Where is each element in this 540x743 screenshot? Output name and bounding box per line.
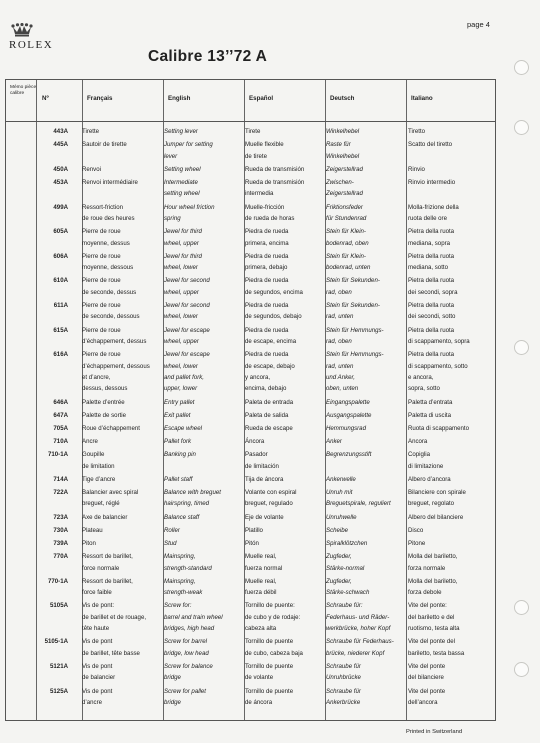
cell-fr: Pierre de roue d’échappement, dessous et d’ancre, dessus, dessous [82,351,150,393]
table-row [6,423,495,436]
cell-en: Mainspring, strength-standard [164,553,212,572]
cell-de: Scheibe [326,526,349,534]
cell-en: Mainspring, strength-weak [164,577,203,597]
table-row [6,436,495,449]
cell-no: 615A [53,326,68,334]
cell-it: Molla-frizione della ruota delle ore [408,203,459,222]
cell-en: Jewel for escape wheel, lower and pallet fork, upper, lower [164,351,210,393]
cell-en: Screw for barrel bridge, low head [164,638,209,657]
cell-it: Vite del ponte dell’ancora [408,687,446,706]
crown-logo-icon [10,23,34,37]
table-row [6,636,495,661]
cell-de: Unruhwelle [326,513,357,521]
cell-no: 5121A [50,662,68,670]
cell-de: Stein für Hemmungs- rad, oben [326,326,384,345]
cell-it: Vite del ponte del bariletto, testa bassa [408,638,465,657]
cell-no: 770-1A [48,577,68,585]
cell-it: Vite del ponte: del bariletto e del ruotismo, testa alta [408,602,460,633]
cell-it: Ruota di scappamento [408,424,469,432]
cell-en: Jewel for escape wheel, upper [164,326,210,345]
cell-es: Pasador de limitación [245,451,279,470]
cell-no: 730A [53,526,68,534]
table-row [6,164,495,177]
cell-de: Schraube für Unruhbrücke [326,662,361,682]
cell-es: Piedra de rueda primera, encima [245,228,289,247]
cell-en: Balance staff [164,513,200,521]
cell-fr: Tirette [82,128,100,135]
cell-de: Zwischen- Zeigerstellrad [326,178,363,198]
cell-it: Molla del bariletto, forza normale [408,553,458,572]
cell-fr: Pierre de roue d’échappement, dessus [82,326,147,345]
cell-es: Tija de áncora [245,475,284,483]
cell-no: 450A [53,165,68,173]
cell-no: 443A [53,128,68,135]
cell-de: Eingangspalette [326,398,370,406]
cell-fr: Palette de sortie [82,411,127,419]
cell-fr: Balancier avec spiral breguet, réglé [82,489,139,508]
cell-en: Entry pallet [164,398,195,406]
table-row [6,349,495,396]
cell-es: Volante con espiral breguet, regulado [245,489,297,508]
cell-de: Stein für Sekunden- rad, oben [326,277,380,296]
header-french: Français [87,95,113,102]
cell-fr: Ancre [82,438,98,446]
cell-no: 606A [53,252,68,260]
cell-no: 611A [53,301,68,309]
cell-es: Rueda de escape [245,424,293,432]
cell-de: Zugfeder, Stärke-schwach [326,577,370,597]
cell-it: Pietra della ruota dei secondi, sotto [408,301,456,321]
cell-fr: Pierre de roue de seconde, dessus [82,277,137,296]
table-row [6,410,495,423]
cell-it: Rinvio intermedio [408,178,456,186]
cell-de: Stein für Klein- bodenrad, unten [326,252,371,272]
table-row [6,226,495,251]
cell-it: Pietra della ruota di scappamento, sopra [408,326,470,345]
table-row [6,600,495,636]
header-italian: Italiano [411,95,433,102]
cell-de: Winkelhebel [326,128,360,135]
cell-fr: Vis de pont de balancier [82,662,116,682]
cell-it: Rinvio [408,165,425,173]
cell-no: 705A [53,424,68,432]
table-row [6,139,495,164]
cell-es: Tornillo de puente de volante [245,662,294,682]
cell-it: Pietra della ruota di scappamento, sotto e ancora, sopra, sotto [408,351,468,393]
table-row [6,525,495,538]
cell-fr: Tige d’ancre [82,475,116,483]
footer-note: Printed in Switzerland [406,729,463,735]
cell-es: Tornillo de puente de cubo, cabeza baja [245,638,303,657]
cell-en: Escape wheel [164,424,202,432]
header-memo: Mémo pièce calibre [10,85,37,96]
cell-es: Platillo [245,526,263,534]
cell-de: Stein für Klein- bodenrad, oben [326,228,369,247]
cell-no: 710-1A [48,451,68,459]
cell-es: Muelle real, fuerza normal [245,553,283,572]
cell-no: 646A [53,398,68,406]
cell-es: Rueda de transmisión [245,165,305,173]
table-row [6,661,495,686]
cell-es: Pitón [245,540,259,548]
table-row [6,551,495,576]
cell-fr: Ressort-friction de roue des heures [82,203,135,222]
header-german: Deutsch [330,95,355,102]
cell-no: 5125A [50,687,68,695]
cell-no: 616A [53,351,68,359]
cell-es: Piedra de rueda de segundos, encima [245,277,303,296]
cell-fr: Ressort de barillet, force faible [82,577,133,597]
cell-it: Bilanciere con spirale breguet, regolato [408,489,466,508]
cell-en: Intermediate setting wheel [164,178,200,198]
cell-fr: Pierre de roue moyenne, dessous [82,252,134,272]
cell-en: Hour wheel friction spring [164,203,215,222]
cell-de: Schraube für Federhaus- brücke, niederer Kopf [326,638,394,657]
cell-fr: Vis de pont: de barillet et de rouage, tête haute [82,602,147,633]
cell-de: Hemmungsrad [326,424,366,432]
cell-it: Pietra della ruota mediana, sotto [408,252,455,272]
table-row [6,275,495,300]
cell-it: Paletta d’entrata [408,398,453,406]
cell-it: Vite del ponte del bilanciere [408,662,446,682]
cell-en: Jewel for second wheel, lower [164,301,210,321]
cell-en: Jewel for third wheel, upper [164,228,202,247]
cell-it: Molla del bariletto, forza debole [408,577,458,597]
table-row [6,512,495,525]
cell-fr: Axe de balancier [82,513,128,521]
cell-no: 714A [53,475,68,483]
table-row [6,300,495,325]
cell-de: Spiralklötzchen [326,540,368,548]
cell-en: Stud [164,540,177,548]
cell-fr: Pierre de roue moyenne, dessus [82,228,130,247]
cell-fr: Renvoi intermédiaire [82,178,138,186]
cell-no: 453A [53,178,68,186]
cell-en: Balance with breguet hairspring, timed [164,489,221,508]
cell-fr: Ressort de barillet, force normale [82,553,133,572]
header-english: English [168,95,191,102]
cell-es: Tornillo de puente de áncora [245,687,294,706]
cell-de: Unruh mit Breguetspirale, reguliert [326,489,391,508]
cell-de: Zeigerstellrad [326,165,363,173]
cell-en: Setting wheel [164,165,201,173]
cell-de: Friktionsfeder für Stundenrad [326,203,367,222]
cell-it: Ancora [408,438,428,446]
cell-es: Piedra de rueda primera, debajo [245,252,289,272]
cell-it: Scatto del tiretto [408,141,453,149]
cell-no: 710A [53,438,68,446]
table-row [6,576,495,601]
cell-de: Ausgangspalette [326,411,372,419]
cell-fr: Vis de pont de barillet, tête basse [82,638,140,657]
cell-fr: Palette d’entrée [82,398,125,406]
cell-no: 647A [53,411,68,419]
cell-es: Áncora [245,438,265,446]
cell-en: Jumper for setting lever [164,141,213,160]
cell-it: Albero del bilanciere [408,513,464,521]
table-row [6,325,495,350]
table-row [6,449,495,474]
cell-en: Setting lever [164,128,198,135]
cell-it: Pietra della ruota mediana, sopra [408,228,455,247]
cell-no: 5105A [50,602,68,610]
cell-no: 499A [53,203,68,211]
cell-fr: Pierre de roue de seconde, dessous [82,301,140,321]
table-row [6,251,495,276]
cell-en: Pallet fork [164,438,192,446]
cell-no: 770A [53,553,68,561]
cell-es: Muelle real, fuerza débil [245,577,277,597]
cell-es: Piedra de rueda de escape, encima [245,326,297,345]
page-number: page 4 [467,20,490,29]
cell-fr: Sautoir de tirette [82,141,127,149]
parts-table [5,79,496,721]
table-row [6,177,495,202]
cell-en: Jewel for second wheel, upper [164,277,210,296]
cell-de: Raste für Winkelhebel [326,141,360,160]
cell-no: 739A [53,540,68,548]
cell-de: Stein für Sekunden- rad, unten [326,301,380,321]
cell-no: 605A [53,228,68,236]
cell-de: Zugfeder, Stärke-normal [326,553,365,572]
cell-it: Paletta di uscita [408,411,452,419]
cell-es: Tornillo de puente: de cubo y de rodaje: cabeza alta [245,602,301,633]
cell-it: Albero d’ancora [408,475,451,483]
cell-es: Rueda de transmisión intermedia [245,178,305,198]
cell-no: 723A [53,513,68,521]
table-row [6,126,495,139]
cell-no: 610A [53,277,68,285]
cell-de: Schraube für: Federhaus- und Räder- werkbrücke, hoher Kopf [326,602,391,633]
header-spanish: Español [249,95,274,102]
table-row [6,538,495,551]
cell-no: 445A [53,141,68,149]
header-divider [6,121,495,122]
header-number: Nº [42,95,49,102]
cell-it: Disco [408,526,424,534]
cell-fr: Goupille de limitation [82,451,115,470]
cell-fr: Piton [82,540,96,548]
cell-es: Eje de volante [245,513,284,521]
cell-en: Screw for pallet bridge [164,687,206,706]
table-row [6,397,495,410]
cell-de: Schraube für Ankerbrücke [326,687,361,706]
brand-logo: ROLEX [9,39,54,51]
cell-no: 722A [53,489,68,497]
page-title: Calibre 13’’72 A [148,48,268,65]
cell-es: Paleta de salida [245,411,289,419]
table-row [6,686,495,711]
table-body [6,126,495,710]
cell-en: Roller [164,526,180,534]
cell-fr: Renvoi [82,165,101,173]
cell-de: Anker [326,438,342,446]
cell-es: Muelle-fricción de rueda de horas [245,203,295,222]
cell-es: Piedra de rueda de escape, debajo y ancora, encima, debajo [245,351,295,393]
cell-de: Ankerwelle [326,475,356,483]
cell-en: Exit pallet [164,411,191,419]
cell-es: Muelle flexible de tirete [245,141,284,160]
table-row [6,474,495,487]
cell-fr: Plateau [82,526,103,534]
cell-it: Pitone [408,540,426,548]
cell-it: Tiretto [408,128,426,135]
cell-en: Screw for balance bridge [164,662,213,682]
cell-es: Piedra de rueda de segundos, debajo [245,301,302,321]
cell-en: Banking pin [164,451,196,459]
cell-en: Screw for: barrel and train wheel bridges, high head [164,602,223,633]
cell-es: Paleta de entrada [245,398,294,406]
cell-es: Tirete [245,128,261,135]
table-row [6,202,495,227]
cell-de: Stein für Hemmungs- rad, unten und Anker, oben, unten [326,351,384,393]
cell-fr: Roue d’échappement [82,424,140,432]
cell-en: Pallet staff [164,475,193,483]
cell-it: Pietra della ruota dei secondi, sopra [408,277,458,296]
cell-en: Jewel for third wheel, lower [164,252,202,272]
cell-fr: Vis de pont d’ancre [82,687,113,706]
cell-no: 5105-1A [44,638,68,646]
cell-it: Copiglia di limitazione [408,451,444,470]
table-row [6,487,495,512]
cell-de: Begrenzungsstift [326,451,372,459]
